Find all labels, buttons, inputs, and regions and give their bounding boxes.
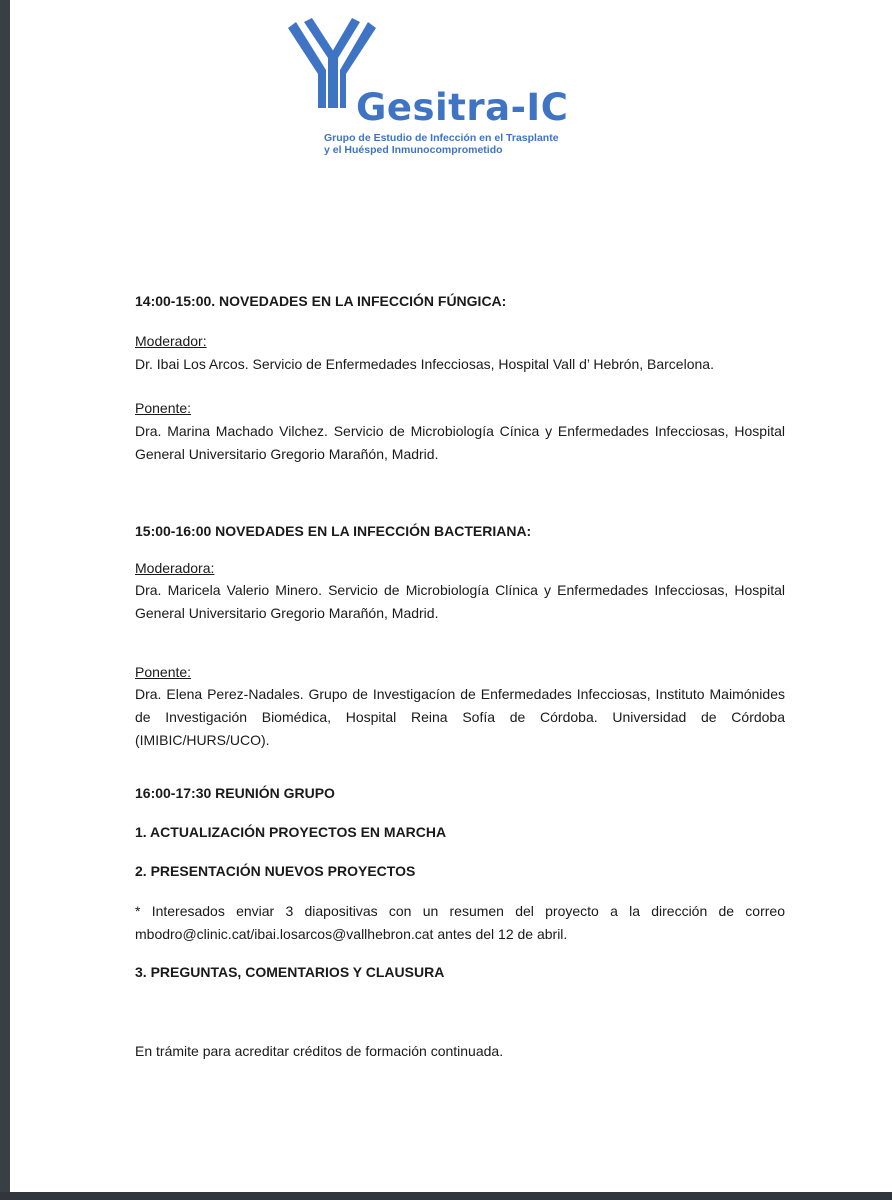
logo-title: Gesitra-IC [356,86,569,129]
meeting-heading: 16:00-17:30 REUNIÓN GRUPO [135,785,335,801]
speaker-text: Dra. Marina Machado Vilchez. Servicio de Microbiología Cínica y Enfermedades Infecciosas, Hospital General Universitario Gregorio Marañón, Madrid. [135,423,785,462]
viewer-left-edge [0,0,10,1200]
logo-subtitle-line2: y el Huésped Inmunocomprometido [324,144,503,156]
moderator-text: Dr. Ibai Los Arcos. Servicio de Enfermedades Infecciosas, Hospital Vall d’ Hebrón, Barcelona. [135,356,714,372]
agenda-item-1: 1. ACTUALIZACIÓN PROYECTOS EN MARCHA [135,824,447,840]
agenda-item-2: 2. PRESENTACIÓN NUEVOS PROYECTOS [135,863,416,879]
logo-subtitle [324,132,559,156]
session-heading: 14:00-15:00. NOVEDADES EN LA INFECCIÓN FÚNGICA: [135,293,507,309]
moderator-label: Moderador: [135,333,207,349]
accreditation-note: En trámite para acreditar créditos de formación continuada. [135,1043,504,1059]
logo-subtitle-line1: Grupo de Estudio de Infección en el Trasplante [324,132,559,144]
session-heading: 15:00-16:00 NOVEDADES EN LA INFECCIÓN BACTERIANA: [135,523,532,539]
viewer-bottom-edge [0,1192,892,1200]
moderator-text: Dra. Maricela Valerio Minero. Servicio de Microbiología Clínica y Enfermedades Infecciosas, Hospital General Universitario Gregorio Marañón, Madrid. [135,582,785,621]
moderator-label: Moderadora: [135,560,215,576]
speaker-text: Dra. Elena Perez-Nadales. Grupo de Investigacíon de Enfermedades Infecciosas, Instituto Maimónides de Investigación Biomédica, Hospital Reina Sofía de Córdoba. Universidad de Córdoba (IMIBIC/HURS/UCO). [135,686,785,748]
speaker-label: Ponente: [135,664,192,680]
gesitra-logo [286,18,576,156]
speaker-label: Ponente: [135,400,192,416]
agenda-item-3: 3. PREGUNTAS, COMENTARIOS Y CLAUSURA [135,964,445,980]
submission-note: * Interesados enviar 3 diapositivas con un resumen del proyecto a la dirección de correo mbodro@clinic.cat/ibai.losarcos@vallhebron.cat antes del 12 de abril. [135,903,785,942]
